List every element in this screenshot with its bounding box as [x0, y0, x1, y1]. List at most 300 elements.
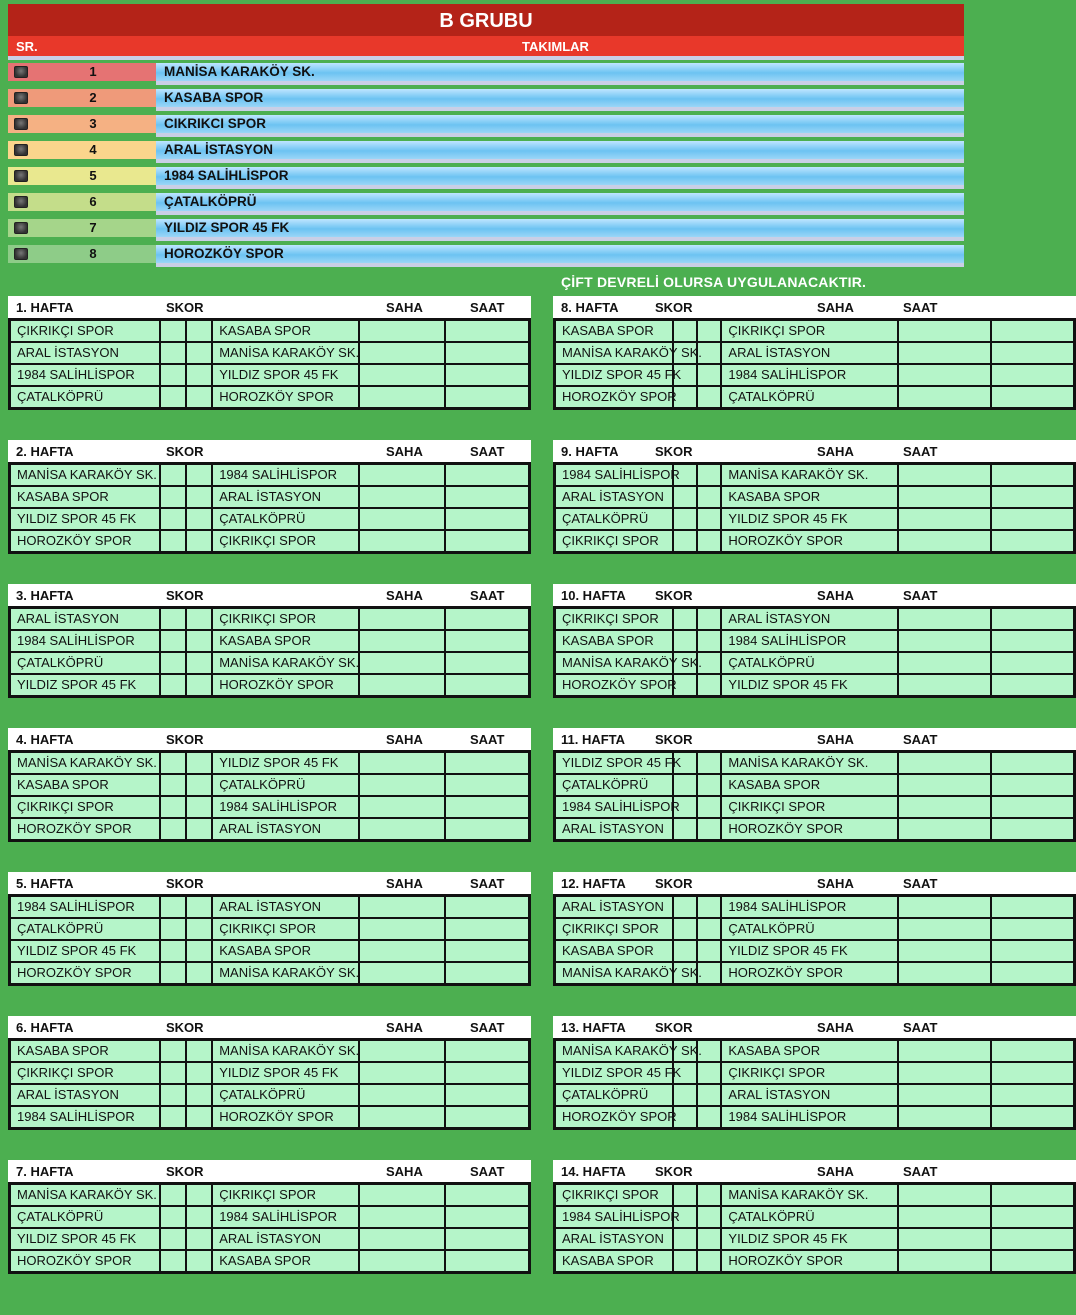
away-score-cell[interactable] [697, 364, 721, 386]
home-team: MANİSA KARAKÖY SK. [555, 342, 674, 364]
away-score-cell[interactable] [186, 508, 212, 530]
away-team: ÇATALKÖPRÜ [721, 918, 898, 940]
time-cell[interactable] [991, 342, 1075, 364]
fixture-table [8, 894, 531, 986]
away-score-cell[interactable] [697, 320, 721, 343]
home-score-cell[interactable] [673, 530, 697, 553]
time-cell[interactable] [445, 652, 529, 674]
home-team: MANİSA KARAKÖY SK. [555, 1040, 674, 1063]
home-score-cell[interactable] [160, 530, 186, 553]
team-name: MANİSA KARAKÖY SK. [156, 63, 964, 85]
home-score-cell[interactable] [673, 1084, 697, 1106]
home-score-cell[interactable] [160, 1184, 186, 1207]
away-score-cell[interactable] [186, 386, 212, 409]
time-label: SAAT [470, 1164, 505, 1179]
match-row [555, 486, 1075, 508]
away-score-cell[interactable] [186, 530, 212, 553]
home-score-cell[interactable] [160, 608, 186, 631]
away-team: YILDIZ SPOR 45 FK [721, 940, 898, 962]
time-cell[interactable] [445, 364, 529, 386]
time-cell[interactable] [991, 652, 1075, 674]
time-cell[interactable] [445, 962, 529, 985]
time-cell[interactable] [445, 1206, 529, 1228]
away-score-cell[interactable] [697, 940, 721, 962]
week-header [8, 1016, 531, 1038]
away-score-cell[interactable] [697, 1250, 721, 1273]
time-cell[interactable] [445, 918, 529, 940]
away-team: MANİSA KARAKÖY SK. [721, 464, 898, 487]
away-score-cell[interactable] [697, 508, 721, 530]
away-team: KASABA SPOR [212, 320, 359, 343]
time-cell[interactable] [445, 774, 529, 796]
home-score-cell[interactable] [160, 896, 186, 919]
away-score-cell[interactable] [697, 674, 721, 697]
field-cell[interactable] [898, 1206, 991, 1228]
week-header [553, 728, 1076, 750]
away-team: 1984 SALİHLİSPOR [212, 1206, 359, 1228]
away-score-cell[interactable] [186, 1062, 212, 1084]
away-score-cell[interactable] [186, 1106, 212, 1129]
home-score-cell[interactable] [673, 608, 697, 631]
match-row [10, 464, 530, 487]
home-team: YILDIZ SPOR 45 FK [10, 1228, 160, 1250]
away-score-cell[interactable] [697, 1084, 721, 1106]
group-sheet [8, 4, 964, 268]
field-cell[interactable] [359, 608, 445, 631]
home-team: 1984 SALİHLİSPOR [555, 464, 674, 487]
home-score-cell[interactable] [160, 386, 186, 409]
field-cell[interactable] [359, 1062, 445, 1084]
home-score-cell[interactable] [160, 1062, 186, 1084]
home-score-cell[interactable] [160, 1106, 186, 1129]
field-cell[interactable] [898, 608, 991, 631]
field-cell[interactable] [898, 1084, 991, 1106]
time-cell[interactable] [991, 386, 1075, 409]
away-team: ÇATALKÖPRÜ [721, 652, 898, 674]
away-score-cell[interactable] [697, 630, 721, 652]
field-cell[interactable] [898, 486, 991, 508]
time-cell[interactable] [991, 1106, 1075, 1129]
home-team: HOROZKÖY SPOR [10, 818, 160, 841]
home-score-cell[interactable] [160, 1228, 186, 1250]
away-score-cell[interactable] [697, 464, 721, 487]
away-team: ÇIKRIKÇI SPOR [212, 530, 359, 553]
standings-header [8, 36, 964, 56]
away-score-cell[interactable] [186, 342, 212, 364]
score-label: SKOR [166, 732, 204, 747]
field-cell[interactable] [898, 320, 991, 343]
time-cell[interactable] [445, 752, 529, 775]
time-cell[interactable] [991, 752, 1075, 775]
time-cell[interactable] [991, 364, 1075, 386]
away-score-cell[interactable] [697, 1184, 721, 1207]
time-cell[interactable] [445, 1184, 529, 1207]
fixture-table [8, 750, 531, 842]
week-header [8, 728, 531, 750]
home-team: KASABA SPOR [555, 630, 674, 652]
fixture-table [553, 462, 1076, 554]
field-cell[interactable] [359, 530, 445, 553]
time-cell[interactable] [991, 796, 1075, 818]
home-team: MANİSA KARAKÖY SK. [10, 464, 160, 487]
field-cell[interactable] [898, 940, 991, 962]
match-row [10, 1106, 530, 1129]
home-score-cell[interactable] [160, 464, 186, 487]
home-score-cell[interactable] [673, 386, 697, 409]
time-cell[interactable] [991, 1228, 1075, 1250]
match-row [10, 1206, 530, 1228]
away-score-cell[interactable] [186, 364, 212, 386]
week-header [8, 872, 531, 894]
field-label: SAHA [817, 444, 854, 459]
match-row [555, 674, 1075, 697]
away-score-cell[interactable] [697, 774, 721, 796]
home-score-cell[interactable] [160, 796, 186, 818]
time-cell[interactable] [991, 1184, 1075, 1207]
home-score-cell[interactable] [160, 818, 186, 841]
time-cell[interactable] [445, 1062, 529, 1084]
time-cell[interactable] [445, 674, 529, 697]
field-cell[interactable] [898, 1250, 991, 1273]
away-score-cell[interactable] [186, 818, 212, 841]
field-cell[interactable] [898, 342, 991, 364]
away-score-cell[interactable] [186, 674, 212, 697]
field-cell[interactable] [898, 752, 991, 775]
time-cell[interactable] [991, 320, 1075, 343]
time-cell[interactable] [991, 674, 1075, 697]
field-cell[interactable] [359, 652, 445, 674]
field-cell[interactable] [898, 896, 991, 919]
away-score-cell[interactable] [697, 752, 721, 775]
time-label: SAAT [903, 732, 938, 747]
match-row [10, 940, 530, 962]
home-team: YILDIZ SPOR 45 FK [10, 940, 160, 962]
home-score-cell[interactable] [673, 896, 697, 919]
home-score-cell[interactable] [160, 486, 186, 508]
home-team: HOROZKÖY SPOR [10, 1250, 160, 1273]
away-score-cell[interactable] [186, 962, 212, 985]
home-score-cell[interactable] [673, 918, 697, 940]
time-cell[interactable] [991, 896, 1075, 919]
match-row [10, 818, 530, 841]
home-score-cell[interactable] [673, 1184, 697, 1207]
home-score-cell[interactable] [673, 774, 697, 796]
time-cell[interactable] [445, 818, 529, 841]
field-cell[interactable] [359, 896, 445, 919]
match-row [10, 796, 530, 818]
home-score-cell[interactable] [160, 320, 186, 343]
away-score-cell[interactable] [697, 918, 721, 940]
week-block [8, 728, 531, 842]
away-team: 1984 SALİHLİSPOR [721, 630, 898, 652]
field-cell[interactable] [359, 1228, 445, 1250]
time-cell[interactable] [445, 342, 529, 364]
match-row [10, 752, 530, 775]
field-cell[interactable] [898, 962, 991, 985]
field-cell[interactable] [359, 918, 445, 940]
away-score-cell[interactable] [186, 1250, 212, 1273]
away-team: HOROZKÖY SPOR [721, 530, 898, 553]
field-cell[interactable] [359, 940, 445, 962]
away-score-cell[interactable] [697, 1062, 721, 1084]
match-row [10, 1250, 530, 1273]
field-cell[interactable] [359, 962, 445, 985]
time-cell[interactable] [991, 1250, 1075, 1273]
away-score-cell[interactable] [186, 464, 212, 487]
field-cell[interactable] [898, 530, 991, 553]
field-cell[interactable] [359, 320, 445, 343]
fixture-table [553, 750, 1076, 842]
field-cell[interactable] [898, 508, 991, 530]
home-score-cell[interactable] [160, 674, 186, 697]
away-score-cell[interactable] [186, 652, 212, 674]
time-cell[interactable] [991, 1084, 1075, 1106]
time-cell[interactable] [991, 774, 1075, 796]
time-cell[interactable] [445, 796, 529, 818]
field-cell[interactable] [359, 630, 445, 652]
fixture-table [8, 462, 531, 554]
time-cell[interactable] [991, 1040, 1075, 1063]
home-score-cell[interactable] [160, 940, 186, 962]
home-score-cell[interactable] [673, 1228, 697, 1250]
field-cell[interactable] [898, 1228, 991, 1250]
away-score-cell[interactable] [697, 1206, 721, 1228]
away-score-cell[interactable] [186, 1040, 212, 1063]
time-label: SAAT [470, 300, 505, 315]
home-score-cell[interactable] [160, 508, 186, 530]
away-team: ÇATALKÖPRÜ [212, 508, 359, 530]
away-score-cell[interactable] [186, 940, 212, 962]
away-score-cell[interactable] [186, 1084, 212, 1106]
home-score-cell[interactable] [673, 508, 697, 530]
team-rank: 7 [89, 220, 97, 235]
away-score-cell[interactable] [697, 1106, 721, 1129]
home-score-cell[interactable] [160, 962, 186, 985]
field-cell[interactable] [359, 774, 445, 796]
home-score-cell[interactable] [673, 320, 697, 343]
time-cell[interactable] [991, 918, 1075, 940]
field-cell[interactable] [359, 386, 445, 409]
field-cell[interactable] [898, 1184, 991, 1207]
field-cell[interactable] [359, 796, 445, 818]
away-team: 1984 SALİHLİSPOR [721, 896, 898, 919]
field-cell[interactable] [359, 818, 445, 841]
away-score-cell[interactable] [186, 608, 212, 631]
away-score-cell[interactable] [186, 752, 212, 775]
home-score-cell[interactable] [160, 752, 186, 775]
home-score-cell[interactable] [160, 1040, 186, 1063]
time-cell[interactable] [991, 530, 1075, 553]
home-score-cell[interactable] [160, 1084, 186, 1106]
field-cell[interactable] [898, 774, 991, 796]
fixture-table [553, 606, 1076, 698]
home-score-cell[interactable] [673, 674, 697, 697]
field-cell[interactable] [898, 630, 991, 652]
away-team: ARAL İSTASYON [212, 818, 359, 841]
home-score-cell[interactable] [673, 486, 697, 508]
time-cell[interactable] [991, 1206, 1075, 1228]
away-score-cell[interactable] [186, 796, 212, 818]
home-score-cell[interactable] [160, 342, 186, 364]
home-score-cell[interactable] [160, 364, 186, 386]
away-score-cell[interactable] [697, 386, 721, 409]
home-score-cell[interactable] [673, 1250, 697, 1273]
time-cell[interactable] [445, 608, 529, 631]
away-team: KASABA SPOR [721, 1040, 898, 1063]
away-team: KASABA SPOR [212, 630, 359, 652]
field-cell[interactable] [898, 364, 991, 386]
time-cell[interactable] [991, 818, 1075, 841]
home-team: YILDIZ SPOR 45 FK [10, 508, 160, 530]
away-score-cell[interactable] [186, 1206, 212, 1228]
field-cell[interactable] [359, 1106, 445, 1129]
time-cell[interactable] [991, 962, 1075, 985]
field-cell[interactable] [898, 1106, 991, 1129]
away-team: ÇATALKÖPRÜ [212, 774, 359, 796]
week-title: 8. HAFTA [561, 300, 619, 315]
time-cell[interactable] [991, 508, 1075, 530]
home-score-cell[interactable] [160, 1250, 186, 1273]
field-cell[interactable] [898, 796, 991, 818]
time-cell[interactable] [991, 630, 1075, 652]
time-cell[interactable] [445, 386, 529, 409]
away-score-cell[interactable] [186, 320, 212, 343]
home-score-cell[interactable] [160, 652, 186, 674]
field-cell[interactable] [359, 1040, 445, 1063]
away-team: ÇIKRIKÇI SPOR [721, 1062, 898, 1084]
match-row [555, 818, 1075, 841]
time-cell[interactable] [445, 530, 529, 553]
field-cell[interactable] [898, 464, 991, 487]
field-cell[interactable] [359, 508, 445, 530]
time-cell[interactable] [991, 464, 1075, 487]
time-cell[interactable] [445, 896, 529, 919]
field-cell[interactable] [359, 1250, 445, 1273]
home-score-cell[interactable] [160, 630, 186, 652]
match-row [10, 508, 530, 530]
time-label: SAAT [470, 444, 505, 459]
away-score-cell[interactable] [186, 486, 212, 508]
time-cell[interactable] [445, 1228, 529, 1250]
status-lamp-icon [14, 196, 28, 208]
time-cell[interactable] [991, 608, 1075, 631]
home-score-cell[interactable] [673, 940, 697, 962]
home-score-cell[interactable] [673, 818, 697, 841]
field-cell[interactable] [359, 1084, 445, 1106]
home-score-cell[interactable] [673, 630, 697, 652]
away-team: ARAL İSTASYON [212, 1228, 359, 1250]
status-lamp-icon [14, 248, 28, 260]
home-team: HOROZKÖY SPOR [10, 962, 160, 985]
away-score-cell[interactable] [697, 486, 721, 508]
time-cell[interactable] [445, 320, 529, 343]
field-cell[interactable] [898, 1040, 991, 1063]
away-team: ÇIKRIKÇI SPOR [721, 320, 898, 343]
field-cell[interactable] [359, 1184, 445, 1207]
field-cell[interactable] [898, 386, 991, 409]
home-team: YILDIZ SPOR 45 FK [555, 1062, 674, 1084]
away-score-cell[interactable] [697, 796, 721, 818]
week-block [8, 296, 531, 410]
field-cell[interactable] [898, 818, 991, 841]
home-score-cell[interactable] [160, 774, 186, 796]
week-header [553, 872, 1076, 894]
time-cell[interactable] [445, 486, 529, 508]
away-score-cell[interactable] [186, 1184, 212, 1207]
home-score-cell[interactable] [160, 1206, 186, 1228]
away-score-cell[interactable] [697, 896, 721, 919]
time-cell[interactable] [991, 940, 1075, 962]
away-score-cell[interactable] [186, 1228, 212, 1250]
away-score-cell[interactable] [186, 774, 212, 796]
field-cell[interactable] [359, 342, 445, 364]
home-team: ARAL İSTASYON [10, 342, 160, 364]
time-label: SAAT [470, 876, 505, 891]
away-team: ÇIKRIKÇI SPOR [212, 608, 359, 631]
time-cell[interactable] [445, 940, 529, 962]
away-score-cell[interactable] [186, 918, 212, 940]
field-cell[interactable] [898, 652, 991, 674]
match-row [555, 1106, 1075, 1129]
field-cell[interactable] [359, 1206, 445, 1228]
away-score-cell[interactable] [697, 818, 721, 841]
field-cell[interactable] [359, 752, 445, 775]
match-row [555, 320, 1075, 343]
team-row [8, 112, 964, 138]
time-cell[interactable] [991, 1062, 1075, 1084]
field-cell[interactable] [359, 674, 445, 697]
away-score-cell[interactable] [697, 530, 721, 553]
home-team: ÇATALKÖPRÜ [555, 1084, 674, 1106]
time-cell[interactable] [991, 486, 1075, 508]
time-cell[interactable] [445, 508, 529, 530]
time-cell[interactable] [445, 630, 529, 652]
home-team: ARAL İSTASYON [10, 1084, 160, 1106]
time-cell[interactable] [445, 1106, 529, 1129]
fixture-table [8, 606, 531, 698]
team-name: CIKRIKCI SPOR [156, 115, 964, 137]
away-score-cell[interactable] [186, 630, 212, 652]
team-name: 1984 SALİHLİSPOR [156, 167, 964, 189]
field-cell[interactable] [359, 364, 445, 386]
time-cell[interactable] [445, 1040, 529, 1063]
time-cell[interactable] [445, 1250, 529, 1273]
home-team: MANİSA KARAKÖY SK. [555, 652, 674, 674]
away-score-cell[interactable] [697, 608, 721, 631]
time-cell[interactable] [445, 1084, 529, 1106]
field-label: SAHA [817, 588, 854, 603]
fixture-table [8, 318, 531, 410]
home-score-cell[interactable] [673, 1106, 697, 1129]
team-row [8, 190, 964, 216]
away-team: YILDIZ SPOR 45 FK [212, 752, 359, 775]
away-score-cell[interactable] [186, 896, 212, 919]
time-cell[interactable] [445, 464, 529, 487]
away-team: YILDIZ SPOR 45 FK [212, 364, 359, 386]
field-cell[interactable] [359, 464, 445, 487]
field-label: SAHA [817, 732, 854, 747]
away-score-cell[interactable] [697, 1228, 721, 1250]
field-cell[interactable] [898, 918, 991, 940]
match-row [10, 918, 530, 940]
group-title: B GRUBU [8, 4, 964, 36]
field-cell[interactable] [359, 486, 445, 508]
field-cell[interactable] [898, 674, 991, 697]
away-team: ÇATALKÖPRÜ [212, 1084, 359, 1106]
time-label: SAAT [903, 444, 938, 459]
home-score-cell[interactable] [160, 918, 186, 940]
field-cell[interactable] [898, 1062, 991, 1084]
